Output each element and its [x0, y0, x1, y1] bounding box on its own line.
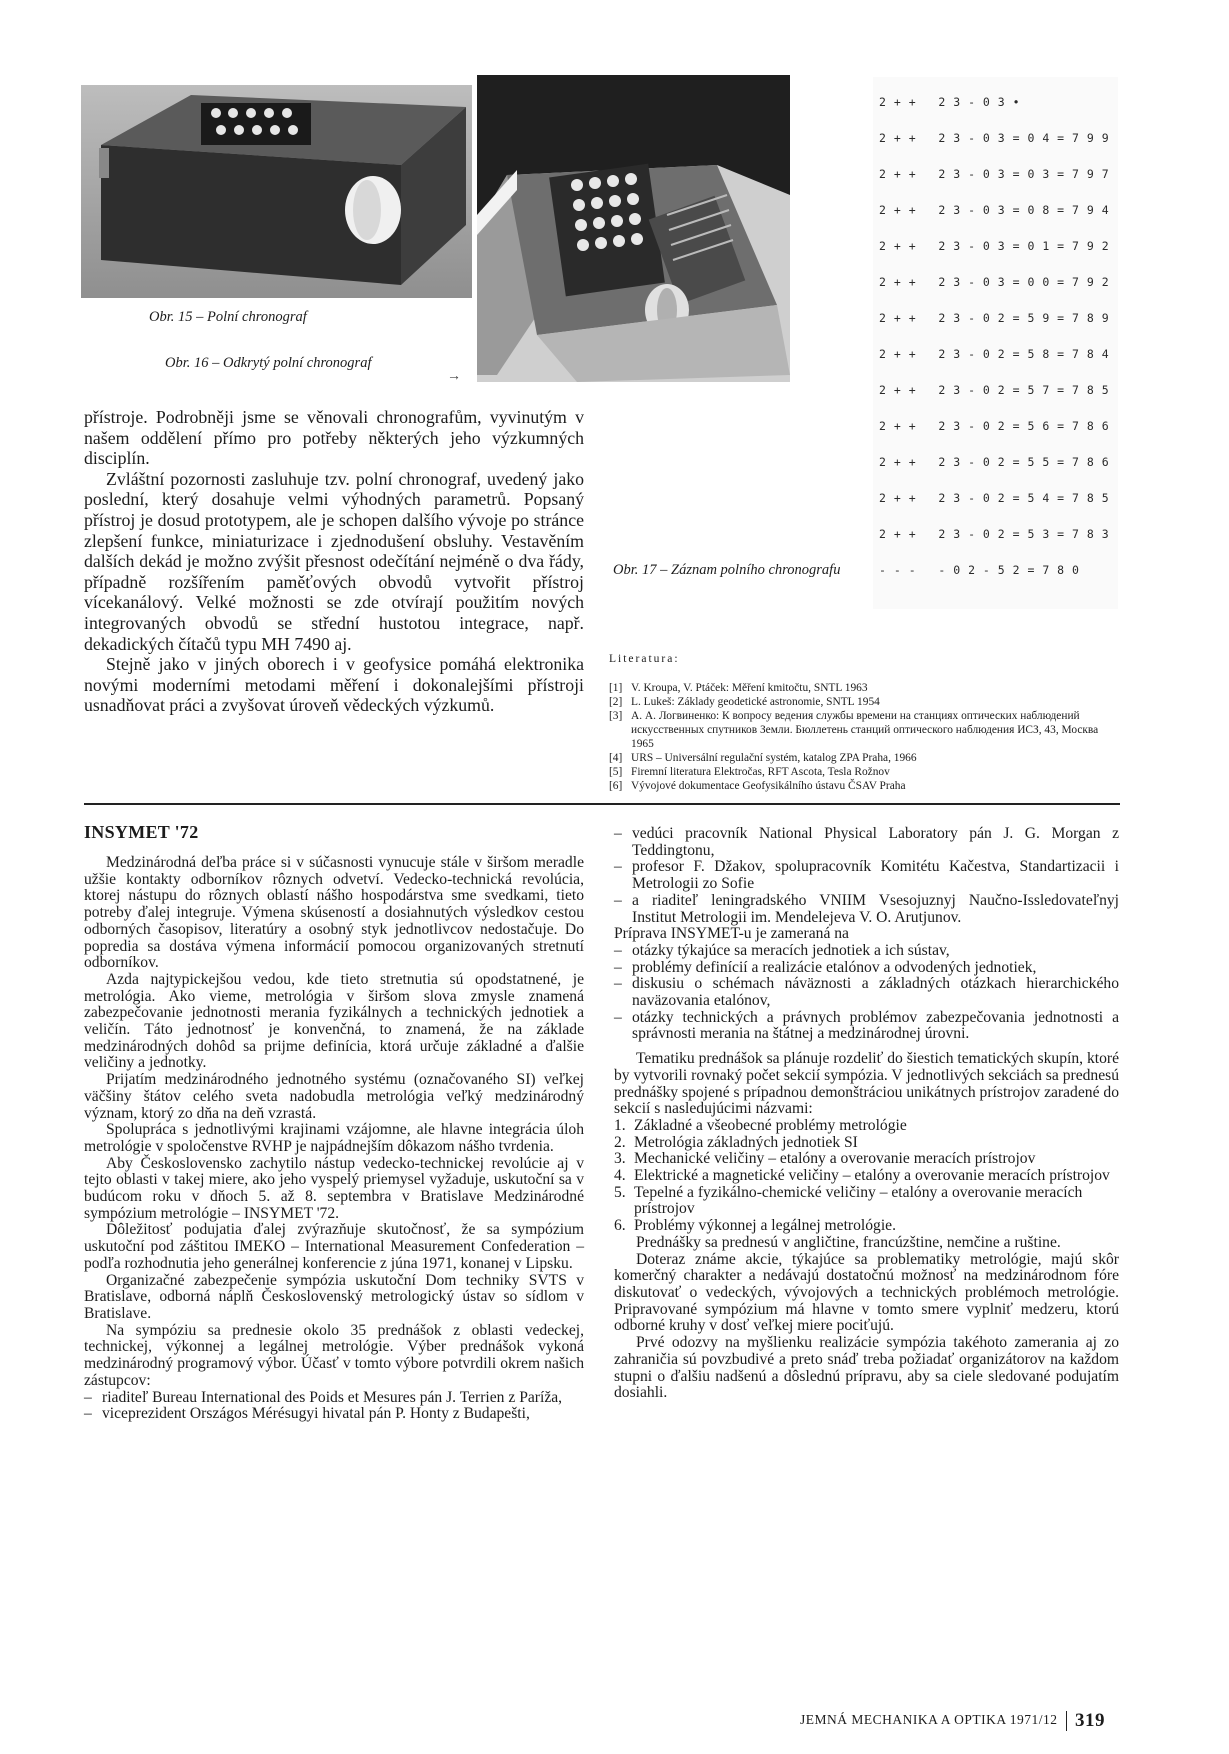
article-title: INSYMET '72 [84, 822, 199, 842]
figure-17-caption: Obr. 17 – Záznam polního chronografu [613, 562, 841, 578]
focus-item: – otázky týkajúce sa meracích jednotiek a ich sústav, [614, 941, 950, 959]
focus-item: – diskusiu o schémach náväznosti a základných otázkach hierarchického naväzovania etalónov, [614, 975, 1119, 1010]
section-item: 2. Metrológia základných jednotiek SI [614, 1133, 858, 1151]
record-row: 2 + + 2 3 - 0 2 = 5 6 = 7 8 6 [879, 419, 1110, 433]
record-row: 2 + + 2 3 - 0 2 = 5 5 = 7 8 6 [879, 455, 1110, 469]
literature-heading: Literatura: [609, 653, 680, 665]
section-item: 4. Elektrické a magnetické veličiny – etalóny a overovanie meracích prístrojov [614, 1167, 1110, 1185]
record-row: 2 + + 2 3 - 0 3 = 0 1 = 7 9 2 [879, 239, 1110, 253]
focus-item: – problémy definícií a realizácie etalónov a odvodených jednotiek, [614, 958, 1037, 976]
committee-member: – a riaditeľ leningradského VNIIM Vsesojuznyj Naučno-Issledovateľnyj Institut Metrologii im. Mendelejeva V. O. Arutjunov. [614, 891, 1119, 926]
paragraph: Doteraz známe akcie, týkajúce sa problematiky metrológie, majú skôr komerčný charakter a nedávajú dostatočnú možnosť na medzinárodnom fóre diskutovať o vedeckých, vývojových a technických problémoch metrológie. Pripravované sympózium má hlavne v tomto smere vyplniť medzeru, ktorú odborné kruhy v dosť veľkej miere pociťujú. [614, 1250, 1119, 1335]
page-number: 319 [1075, 1710, 1106, 1731]
record-row: 2 + + 2 3 - 0 3 = 0 3 = 7 9 7 [879, 167, 1110, 181]
article-conclusion [84, 407, 584, 716]
paragraph: přístroje. Podrobněji jsme se věnovali chronografům, vyvinutým v našem oddělení přímo pro potřeby některých jeho výzkumných disciplín. [84, 407, 584, 469]
paragraph: Azda najtypickejšou vedou, kde tieto stretnutia sú opodstatnené, je metrológia. Ako vieme, metrológia v širšom slova zmysle znamená zabezpečovanie jednotnosti merania fyzikálnych a technických jednotiek a veličín. Táto jednotnosť je konvenčná, to znamená, že na základe medzinárodných dohôd sa prijme definícia, ktorá určuje základné a ďalšie veličiny a jednotky. [84, 970, 584, 1072]
record-rows [879, 95, 1109, 599]
literature-item: [5] Firemní literatura Elektročas, RFT Ascota, Tesla Rožnov [609, 766, 890, 778]
record-row: 2 + + 2 3 - 0 2 = 5 9 = 7 8 9 [879, 311, 1110, 325]
paragraph: Spolupráca s jednotlivými krajinami vzájomne, ale hlavne integrácia úloh metrológie v spoločenstve RVHP je najpádnejším dôkazom nášho tvrdenia. [84, 1121, 584, 1155]
record-row: 2 + + 2 3 - 0 3 • [879, 95, 1021, 109]
paragraph: Tematiku prednášok sa plánuje rozdeliť do šiestich tematických skupín, ktoré by vytvorili rovnaký počet sekcií sympózia. V jednotlivých sekciách sa prednesú prednášky spojené s prípadnou demonštráciou unikátnych prístrojov zaradené do sekcií s nasledujúcimi názvami: [614, 1050, 1119, 1118]
insymet-left-column [84, 855, 584, 1423]
paragraph: Prvé odozvy na myšlienku realizácie sympózia takéhoto zamerania aj zo zahraničia sú povzbudivé a preto snáď treba požiadať organizátorov na každom stupni o ďalšiu nadšenú a dôslednú prípravu, aby sa ciele sledované podujatím dosiahli. [614, 1334, 1119, 1402]
record-row: 2 + + 2 3 - 0 3 = 0 8 = 7 9 4 [879, 203, 1110, 217]
paragraph: Organizačné zabezpečenie sympózia uskutoční Dom techniky SVTS v Bratislave, odborná náplň Československý metrologický ústav so sídlom v Bratislave. [84, 1271, 584, 1322]
committee-member: – viceprezident Országos Mérésugyi hivatal pán P. Honty z Budapešti, [84, 1405, 530, 1423]
insymet-right-column [614, 826, 1119, 1402]
record-row: - - - - 0 2 - 5 2 = 7 8 0 [879, 563, 1080, 577]
paragraph: Dôležitosť podujatia ďalej zvýrazňuje skutočnosť, že sa sympózium uskutoční pod záštitou IMEKO – International Measurement Confederation – podľa rozhodnutia jeho generálnej konferencie z júna 1971, konanej v Lipsku. [84, 1221, 584, 1272]
paragraph: Prednášky sa prednesú v angličtine, francúzštine, nemčine a ruštine. [636, 1233, 1061, 1251]
committee-member: – vedúci pracovník National Physical Laboratory pán J. G. Morgan z Teddingtonu, [614, 825, 1119, 859]
record-row: 2 + + 2 3 - 0 2 = 5 3 = 7 8 3 [879, 527, 1110, 541]
literature-list [609, 681, 1119, 793]
figure-15-caption: Obr. 15 – Polní chronograf [149, 309, 307, 325]
paragraph: Príprava INSYMET-u je zameraná na [614, 925, 849, 943]
record-row: 2 + + 2 3 - 0 2 = 5 4 = 7 8 5 [879, 491, 1110, 505]
journal-name: JEMNÁ MECHANIKA A OPTIKA 1971/12 [800, 1712, 1058, 1728]
figure-16-caption: Obr. 16 – Odkrytý polní chronograf [165, 355, 372, 371]
literature-item: [6] Vývojové dokumentace Geofysikálního ústavu ČSAV Praha [609, 780, 906, 792]
paragraph: Medzinárodná deľba práce si v súčasnosti vynucuje stále v širšom meradle užšie kontakty odborníkov rôznych odvetví. Vedecko-technická revolúcia, ktorej nástupu do rôznych oblastí nášho hospodárstva sme svedkami, tieto potreby ďalej integruje. Výmena skúseností a dosiahnutých výsledkov cestou odborných časopisov, literatúry a osobný styk jednotlivcov nedostačuje. Do popredia sa dostáva výmena informácií pomocou organizovaných stretnutí odborníkov. [84, 854, 584, 972]
section-item: 5. Tepelné a fyzikálno-chemické veličiny – etalóny a overovanie meracích prístrojov [614, 1183, 1083, 1218]
photo-chronograph-record [873, 77, 1118, 609]
paragraph: Prijatím medzinárodného jednotného systému (označovaného SI) veľkej väčšiny štátov celého sveta nadobudla metrológia veľký medzinárodný význam, ktorý zo dňa na deň vzrastá. [84, 1071, 584, 1122]
paragraph: Stejně jako v jiných oborech i v geofysice pomáhá elektronika novými moderními metodami měření i dokonalejšími přístroji usnadňovat práci a zvyšovat úroveň vědeckých výzkumů. [84, 654, 584, 716]
literature-item: [1] V. Kroupa, V. Ptáček: Měření kmitočtu, SNTL 1963 [609, 682, 868, 694]
record-row: 2 + + 2 3 - 0 2 = 5 7 = 7 8 5 [879, 383, 1110, 397]
committee-member: – profesor F. Džakov, spolupracovník Komitétu Kačestva, Standartizacii i Metrologii zo Sofie [614, 858, 1119, 893]
record-row: 2 + + 2 3 - 0 2 = 5 8 = 7 8 4 [879, 347, 1110, 361]
section-divider [84, 803, 1120, 805]
focus-item: – otázky technických a právnych problémov zabezpečovania jednotnosti a správnosti merania na štátnej a medzinárodnej úrovni. [614, 1008, 1119, 1043]
photo-field-chronograph [81, 85, 472, 298]
literature-item: [2] L. Lukeš: Základy geodetické astronomie, SNTL 1954 [609, 696, 880, 708]
committee-member: – riaditeľ Bureau International des Poids et Mesures pán J. Terrien z Paríža, [84, 1388, 563, 1406]
literature-item: [3] А. А. Логвиненко: К вопросу ведения службы времени на станциях оптических наблюдений искусственных спутников Земли. Бюллетень станций оптического наблюдения ИСЗ, 43, Москва 1965 [609, 710, 1099, 750]
page-footer [800, 1710, 1105, 1732]
paragraph: Aby Československo zachytilo nástup vedecko-technickej revolúcie aj v tejto oblasti v takej miere, ako jeho vyspelý priemysel vyžaduje, uskutoční sa v budúcom roku v dňoch 5. až 8. septembra v Bratislave Medzinárodné sympózium metrológie – INSYMET '72. [84, 1154, 584, 1222]
paragraph: Zvláštní pozornosti zasluhuje tzv. polní chronograf, uvedený jako poslední, který dosahuje velmi výhodných parametrů. Popsaný přístroj je dosud prototypem, ale je schopen dalšího vývoje po stránce zlepšení funkce, miniaturizace i zjednodušení obsluhy. Vestavěním dalších dekád je možno zvýšit přesnost odečítání nejméně o dva řády, případně rozšířením paměťových obvodů vytvořit přístroj vícekanálový. Velké možnosti se zde otvírají použitím nových integrovaných obvodů se střední hustotou integrace, např. dekadických čítačů typu MH 7490 aj. [84, 468, 584, 654]
paragraph: Na sympóziu sa prednesie okolo 35 prednášok z oblasti vedeckej, technickej, výkonnej a legálnej metrológie. Výber prednášok vykoná medzinárodný programový výbor. Účasť v tomto výbore potvrdili okrem našich zástupcov: [84, 1321, 584, 1389]
arrow-icon: → [447, 369, 461, 384]
section-item: 1. Základné a všeobecné problémy metrológie [614, 1116, 907, 1134]
record-row: 2 + + 2 3 - 0 3 = 0 0 = 7 9 2 [879, 275, 1110, 289]
section-item: 6. Problémy výkonnej a legálnej metrológie. [614, 1217, 896, 1235]
record-row: 2 + + 2 3 - 0 3 = 0 4 = 7 9 9 [879, 131, 1110, 145]
section-item: 3. Mechanické veličiny – etalóny a overovanie meracích prístrojov [614, 1150, 1036, 1168]
photo-opened-chronograph [477, 75, 790, 382]
literature-item: [4] URS – Universální regulační systém, katalog ZPA Praha, 1966 [609, 752, 917, 764]
footer-separator [1066, 1711, 1068, 1731]
